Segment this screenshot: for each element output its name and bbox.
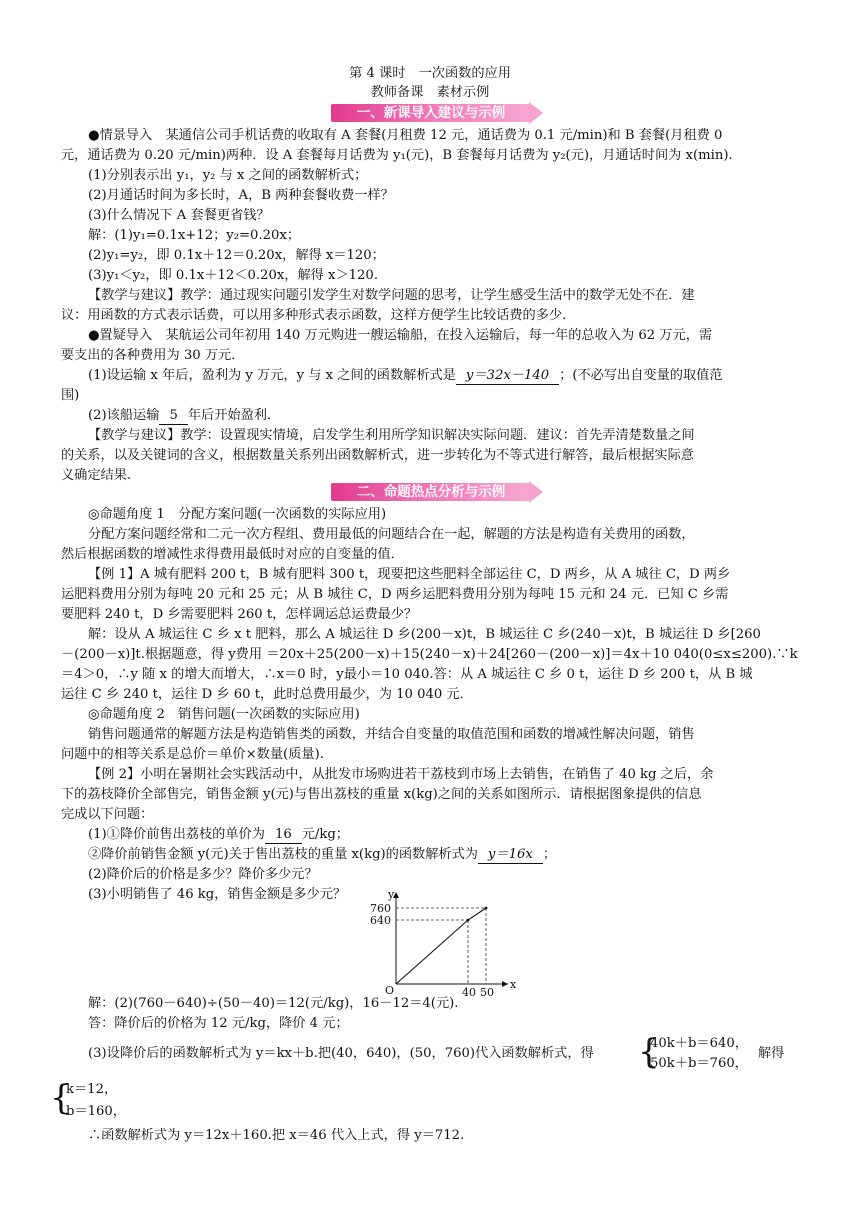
- example-2-answer-2: 答：降价后的价格为 12 元/kg，降价 4 元；: [88, 1016, 349, 1031]
- x-axis-arrow: [502, 981, 508, 987]
- example-2-line-3: 完成以下问题：: [61, 807, 154, 822]
- y-axis-label: y: [388, 888, 395, 901]
- question-1: (1)分别表示出 y₁，y₂ 与 x 之间的函数解析式；: [88, 168, 368, 183]
- answer-blank-3: 16: [265, 827, 302, 844]
- example-2-question-2: (2)降价后的价格是多少？降价多少元？: [88, 867, 318, 882]
- doubt-question-2: (2)该船运输 5 年后开始盈利．: [88, 408, 281, 423]
- doubt-intro-line-2: 要支出的各种费用为 30 万元．: [61, 348, 245, 363]
- example-1-line-1: 【例 1】A 城有肥料 200 t，B 城有肥料 300 t，现要把这些肥料全部运往 C，D 两乡，从 A 城往 C，D 两乡: [88, 567, 731, 582]
- x-axis-label: x: [510, 978, 517, 991]
- equation-brace-1: {: [638, 1032, 660, 1072]
- doubt-intro-line-1: ●置疑导入 某航运公司年初用 140 万元购进一艘运输船，在投入运输后，每一年的总收入为 62 万元，需: [88, 328, 713, 343]
- final-answer: ∴函数解析式为 y＝12x＋160.把 x＝46 代入上式，得 y＝712.: [88, 1128, 465, 1143]
- solution-3: (3)y₁＜y₂，即 0.1x＋12＜0.20x，解得 x＞120.: [88, 268, 379, 283]
- topic-2-desc-line-2: 问题中的相等关系是总价＝单价×数量(质量).: [61, 747, 324, 762]
- example-1-solution-line-1: 解：设从 A 城运往 C 乡 x t 肥料，那么 A 城运往 D 乡(200－x)t，B 城运往 C 乡(240－x)t，B 城运往 D 乡[260: [88, 627, 761, 642]
- doubt-question-1: (1)设运输 x 年后，盈利为 y 万元，y 与 x 之间的函数解析式是 y＝32x－140 ；(不必写出自变量的取值范: [88, 368, 723, 383]
- data-point: [467, 919, 470, 922]
- y-tick-label: 760: [370, 902, 391, 915]
- example-2-solution-3: (3)设降价后的函数解析式为 y＝kx＋b.把(40，640)，(50，760)代入函数解析式，得: [88, 1046, 594, 1061]
- teaching-note-2-line-1: 【教学与建议】教学：设置现实情境，启发学生利用所学知识解决实际问题．建议：首先弄清楚数量之间: [88, 428, 695, 443]
- series-line: [396, 908, 486, 984]
- example-2-question-1b: ②降价前销售金额 y(元)关于售出荔枝的重量 x(kg)的函数解析式为 y＝16x ；: [88, 847, 557, 862]
- teaching-note-2-line-3: 义确定结果.: [61, 468, 132, 483]
- topic-1-desc-line-1: 分配方案问题经常和二元一次方程组、费用最低的问题结合在一起，解题的方法是构造有关费用的函数，: [88, 527, 695, 542]
- teaching-note-1-line-1: 【教学与建议】教学：通过现实问题引发学生对数学问题的思考，让学生感受生活中的数学无处不在．建: [88, 288, 695, 303]
- example-1-line-2: 运肥料费用分别为每吨 20 元和 25 元；从 B 城往 C，D 两乡运肥料费用分别为每吨 15 元和 24 元．已知 C 乡需: [61, 587, 729, 602]
- x-tick-label: 40: [462, 986, 476, 998]
- example-2-solution-2: 解：(2)(760－640)÷(50－40)＝12(元/kg)，16－12＝4(元).: [88, 996, 459, 1011]
- example-2-question-3: (3)小明销售了 46 kg，销售金额是多少元？: [88, 887, 347, 902]
- example-1-solution-line-3: ＝4＞0，∴y 随 x 的增大而增大，∴x＝0 时，y最小＝10 040.答：从 A 城运往 C 乡 0 t，运往 D 乡 200 t，从 B 城: [61, 667, 753, 682]
- example-2-line-1: 【例 2】小明在暑期社会实践活动中，从批发市场购进若干荔枝到市场上去销售，在销售了 40 kg 之后，余: [88, 767, 714, 782]
- intro-scenario-line-1: ●情景导入 某通信公司手机话费的收取有 A 套餐(月租费 12 元，通话费为 0.1 元/min)和 B 套餐(月租费 0: [88, 128, 723, 143]
- y-tick-label: 640: [370, 914, 391, 927]
- answer-blank-2: 5: [159, 408, 187, 425]
- data-point: [485, 907, 488, 910]
- lesson-subtitle: 教师备课 素材示例: [370, 85, 490, 100]
- topic-angle-1: ◎命题角度 1 分配方案问题(一次函数的实际应用): [88, 507, 387, 522]
- answer-blank-4: y＝16x: [478, 847, 543, 864]
- result-b: b＝160，: [66, 1104, 126, 1119]
- answer-blank-1: y＝32x－140: [456, 368, 559, 385]
- doubt-question-1-cont: 围): [61, 388, 80, 403]
- solution-1: 解：(1)y₁=0.1x+12；y₂=0.20x；: [88, 228, 301, 243]
- price-line-chart: [360, 888, 520, 998]
- teaching-note-2-line-2: 的关系，以及关键词的含义，根据数量关系列出函数解析式，进一步转化为不等式进行解答，最后根据实际意: [61, 448, 694, 463]
- example-2-line-2: 下的荔枝降价全部售完，销售金额 y(元)与售出荔枝的重量 x(kg)之间的关系如图所示．请根据图象提供的信息: [61, 787, 702, 802]
- section-banner-2-text: 二、命题热点分析与示例: [356, 484, 506, 500]
- teaching-note-1-line-2: 议：用函数的方式表示话费，可以用多种形式表示函数，这样方便学生比较话费的多少．: [61, 308, 576, 323]
- solve-label: 解得: [758, 1046, 785, 1061]
- topic-1-desc-line-2: 然后根据函数的增减性求得费用最低时对应的自变量的值．: [61, 547, 404, 562]
- section-banner-1-text: 一、新课导入建议与示例: [356, 105, 506, 121]
- solution-2: (2)y₁=y₂，即 0.1x＋12＝0.20x，解得 x＝120；: [88, 248, 385, 263]
- equation-brace-2: {: [50, 1078, 72, 1118]
- topic-2-desc-line-1: 销售问题通常的解题方法是构造销售类的函数，并结合自变量的取值范围和函数的增减性解决问题，销售: [88, 727, 695, 742]
- lesson-title: 第 4 课时 一次函数的应用: [349, 66, 511, 81]
- topic-angle-2: ◎命题角度 2 销售问题(一次函数的实际应用): [88, 707, 360, 722]
- origin-label: O: [385, 984, 395, 997]
- question-2: (2)月通话时间为多长时，A，B 两种套餐收费一样？: [88, 188, 394, 203]
- question-3: (3)什么情况下 A 套餐更省钱？: [88, 208, 270, 223]
- example-1-solution-line-2: －(200－x)]t.根据题意，得 y费用 ＝20x＋25(200－x)＋15(240－x)＋24[260－(200－x)]＝4x＋10 040(0≤x≤200).∵k: [61, 647, 798, 662]
- section-banner-2: [331, 481, 545, 503]
- x-tick-label: 50: [480, 986, 494, 998]
- example-2-question-1a: (1)①降价前售出荔枝的单价为 16 元/kg；: [88, 827, 349, 842]
- equation-2: 50k＋b＝760，: [650, 1056, 748, 1071]
- example-1-line-3: 要肥料 240 t，D 乡需要肥料 260 t，怎样调运总运费最少？: [61, 607, 418, 622]
- example-1-solution-line-4: 运往 C 乡 240 t，运往 D 乡 60 t，此时总费用最少，为 10 040 元．: [61, 687, 473, 702]
- intro-scenario-line-2: 元，通话费为 0.20 元/min)两种．设 A 套餐每月话费为 y₁(元)，B 套餐每月话费为 y₂(元)，月通话时间为 x(min).: [61, 148, 733, 163]
- equation-1: 40k＋b＝640，: [650, 1036, 748, 1051]
- section-banner-1: [331, 102, 545, 124]
- result-k: k＝12，: [66, 1082, 118, 1097]
